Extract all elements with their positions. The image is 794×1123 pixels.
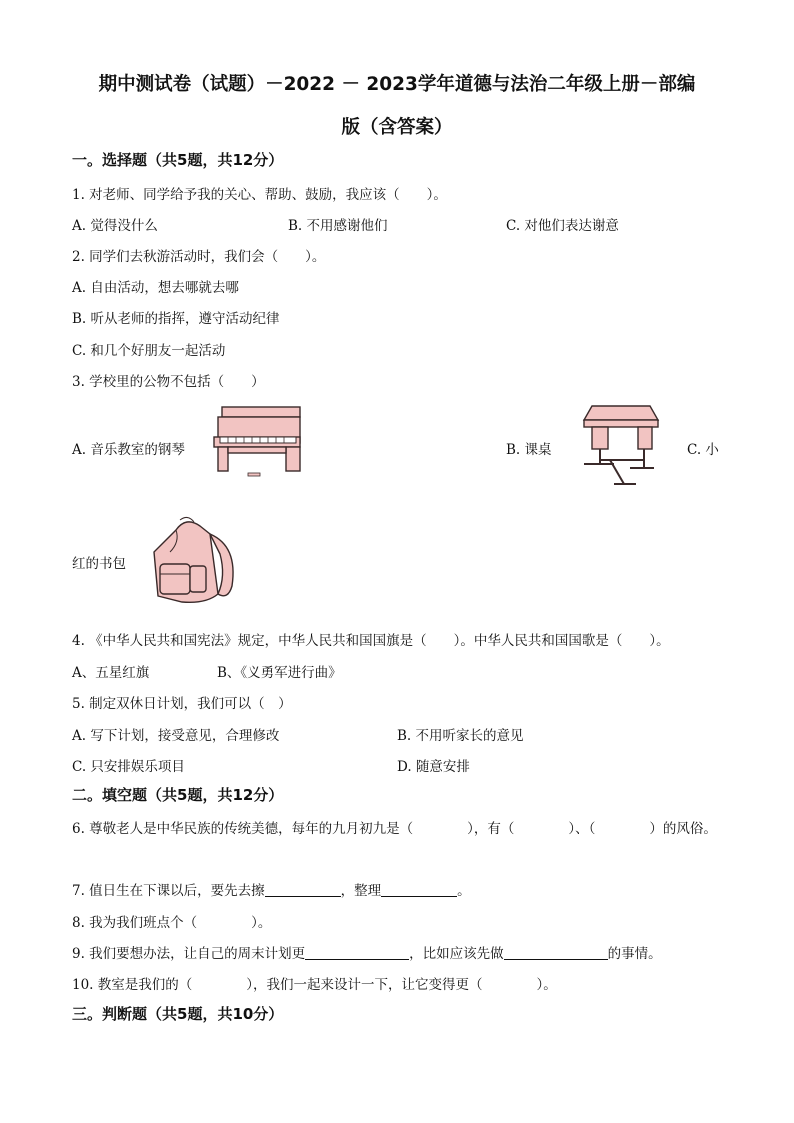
- backpack-illustration: [146, 516, 242, 606]
- question-6-stem: 6. 尊敬老人是中华民族的传统美德，每年的九月初九是（ ），有（ ）、（ ）的风俗。: [72, 821, 717, 837]
- question-5-option-c[interactable]: C. 只安排娱乐项目: [72, 759, 185, 775]
- question-7-blank-1[interactable]: [265, 882, 341, 897]
- question-3-option-c-end[interactable]: 红的书包: [72, 556, 126, 572]
- question-9-stem: [72, 942, 662, 962]
- question-5-option-d[interactable]: D. 随意安排: [397, 759, 470, 775]
- question-7-text-1: 7. 值日生在下课以后，要先去擦: [72, 883, 265, 899]
- question-3-option-a[interactable]: A. 音乐教室的钢琴: [72, 442, 185, 458]
- question-10-stem: 10. 教室是我们的（ ），我们一起来设计一下，让它变得更（ ）。: [72, 977, 557, 993]
- desk-illustration: [578, 402, 660, 488]
- doc-title-line1: 期中测试卷（试题）－2022 － 2023学年道德与法治二年级上册－部编: [98, 74, 696, 95]
- question-7-text-3: 。: [457, 883, 471, 899]
- section-heading-fill: 二。填空题（共5题，共12分）: [72, 786, 284, 804]
- question-1-stem: 1. 对老师、同学给予我的关心、帮助、鼓励，我应该（ ）。: [72, 187, 447, 203]
- question-2-option-a[interactable]: A. 自由活动，想去哪就去哪: [72, 280, 239, 296]
- question-9-text-2: ，比如应该先做: [409, 946, 504, 962]
- question-7-stem: [72, 879, 471, 899]
- question-3-option-b[interactable]: B. 课桌: [506, 442, 552, 458]
- question-4-option-a[interactable]: A、五星红旗: [72, 665, 150, 681]
- question-4-option-b[interactable]: B、《义勇军进行曲》: [217, 665, 342, 681]
- question-2-option-c[interactable]: C. 和几个好朋友一起活动: [72, 343, 226, 359]
- section-heading-judge: 三。判断题（共5题，共10分）: [72, 1005, 284, 1023]
- question-1-option-b[interactable]: B. 不用感谢他们: [288, 218, 388, 234]
- question-4-stem: 4. 《中华人民共和国宪法》规定，中华人民共和国国旗是（ ）。中华人民共和国国歌是（ ）。: [72, 633, 670, 649]
- question-7-text-2: ，整理: [340, 883, 382, 899]
- question-5-option-a[interactable]: A. 写下计划，接受意见，合理修改: [72, 728, 280, 744]
- question-9-blank-2[interactable]: [504, 945, 608, 960]
- question-7-blank-2[interactable]: [381, 882, 457, 897]
- question-2-stem: 2. 同学们去秋游活动时，我们会（ ）。: [72, 249, 326, 265]
- question-1-option-a[interactable]: A. 觉得没什么: [72, 218, 158, 234]
- piano-illustration: [208, 403, 304, 479]
- question-5-option-b[interactable]: B. 不用听家长的意见: [397, 728, 524, 744]
- question-5-stem: 5. 制定双休日计划，我们可以（ ）: [72, 696, 292, 712]
- question-9-blank-1[interactable]: [305, 945, 409, 960]
- question-1-option-c[interactable]: C. 对他们表达谢意: [506, 218, 619, 234]
- question-2-option-b[interactable]: B. 听从老师的指挥，遵守活动纪律: [72, 311, 280, 327]
- question-3-option-c-start[interactable]: C. 小: [687, 442, 719, 458]
- question-9-text-3: 的事情。: [607, 946, 662, 962]
- doc-title-line2: 版（含答案）: [341, 117, 453, 138]
- question-9-text-1: 9. 我们要想办法，让自己的周末计划更: [72, 946, 306, 962]
- section-heading-choice: 一。选择题（共5题，共12分）: [72, 151, 284, 169]
- question-3-stem: 3. 学校里的公物不包括（ ）: [72, 374, 265, 390]
- question-8-stem: 8. 我为我们班点个（ ）。: [72, 915, 272, 931]
